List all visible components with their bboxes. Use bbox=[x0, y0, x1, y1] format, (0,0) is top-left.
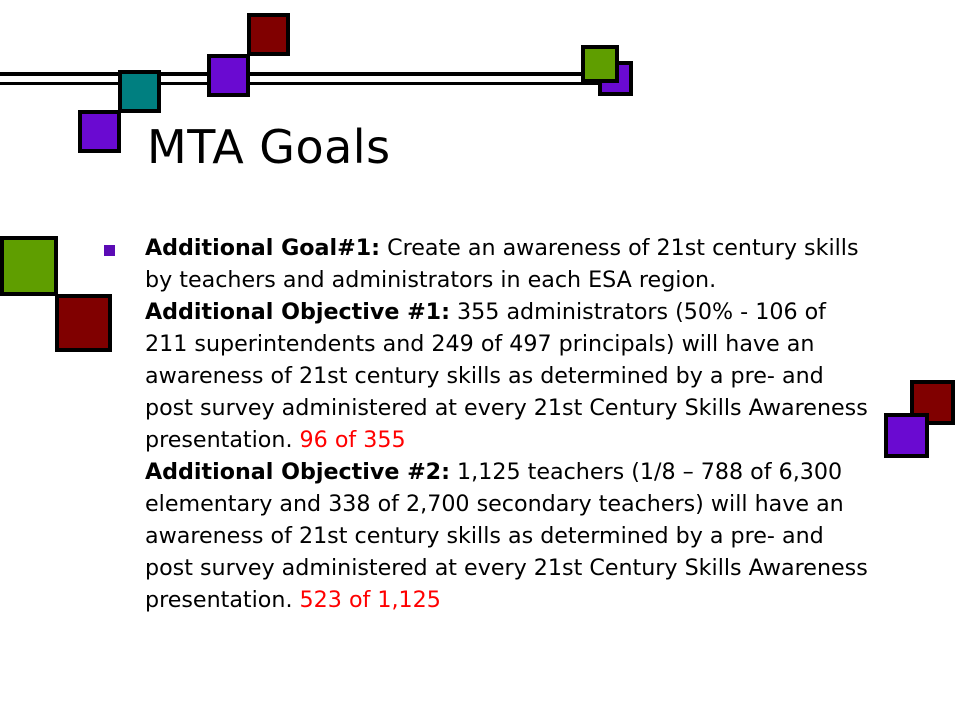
decorative-square bbox=[0, 236, 58, 296]
objective1-progress: 96 of 355 bbox=[299, 427, 406, 453]
decorative-line-top bbox=[0, 72, 620, 76]
decorative-square bbox=[118, 70, 161, 113]
decorative-square bbox=[581, 45, 619, 83]
slide-title: MTA Goals bbox=[147, 120, 391, 174]
bullet-item bbox=[104, 232, 874, 616]
bullet-text bbox=[145, 232, 874, 616]
decorative-square bbox=[207, 54, 250, 97]
decorative-square bbox=[78, 110, 121, 153]
decorative-square bbox=[884, 413, 929, 458]
decorative-square bbox=[247, 13, 290, 56]
objective1-text: 355 administrators (50% - 106 of 211 superintendents and 249 of 497 principals) will have an awareness of 21st century skills as determined by a pre- and post survey administered at every 21st Century Skills Awareness presentation. bbox=[145, 299, 868, 453]
objective2-label: Additional Objective #2: bbox=[145, 459, 450, 485]
objective2-progress: 523 of 1,125 bbox=[299, 587, 441, 613]
goal-text: Create an awareness of 21st century skills by teachers and administrators in each ESA region. bbox=[145, 235, 859, 293]
goal-label: Additional Goal#1: bbox=[145, 235, 381, 261]
bullet-icon bbox=[104, 245, 115, 256]
objective2-text: 1,125 teachers (1/8 – 788 of 6,300 elementary and 338 of 2,700 secondary teachers) will have an awareness of 21st century skills as determined by a pre- and post survey administered at every 21st Century Skills Awareness presentation. bbox=[145, 459, 868, 613]
objective1-label: Additional Objective #1: bbox=[145, 299, 450, 325]
decorative-line-bottom bbox=[0, 82, 620, 85]
